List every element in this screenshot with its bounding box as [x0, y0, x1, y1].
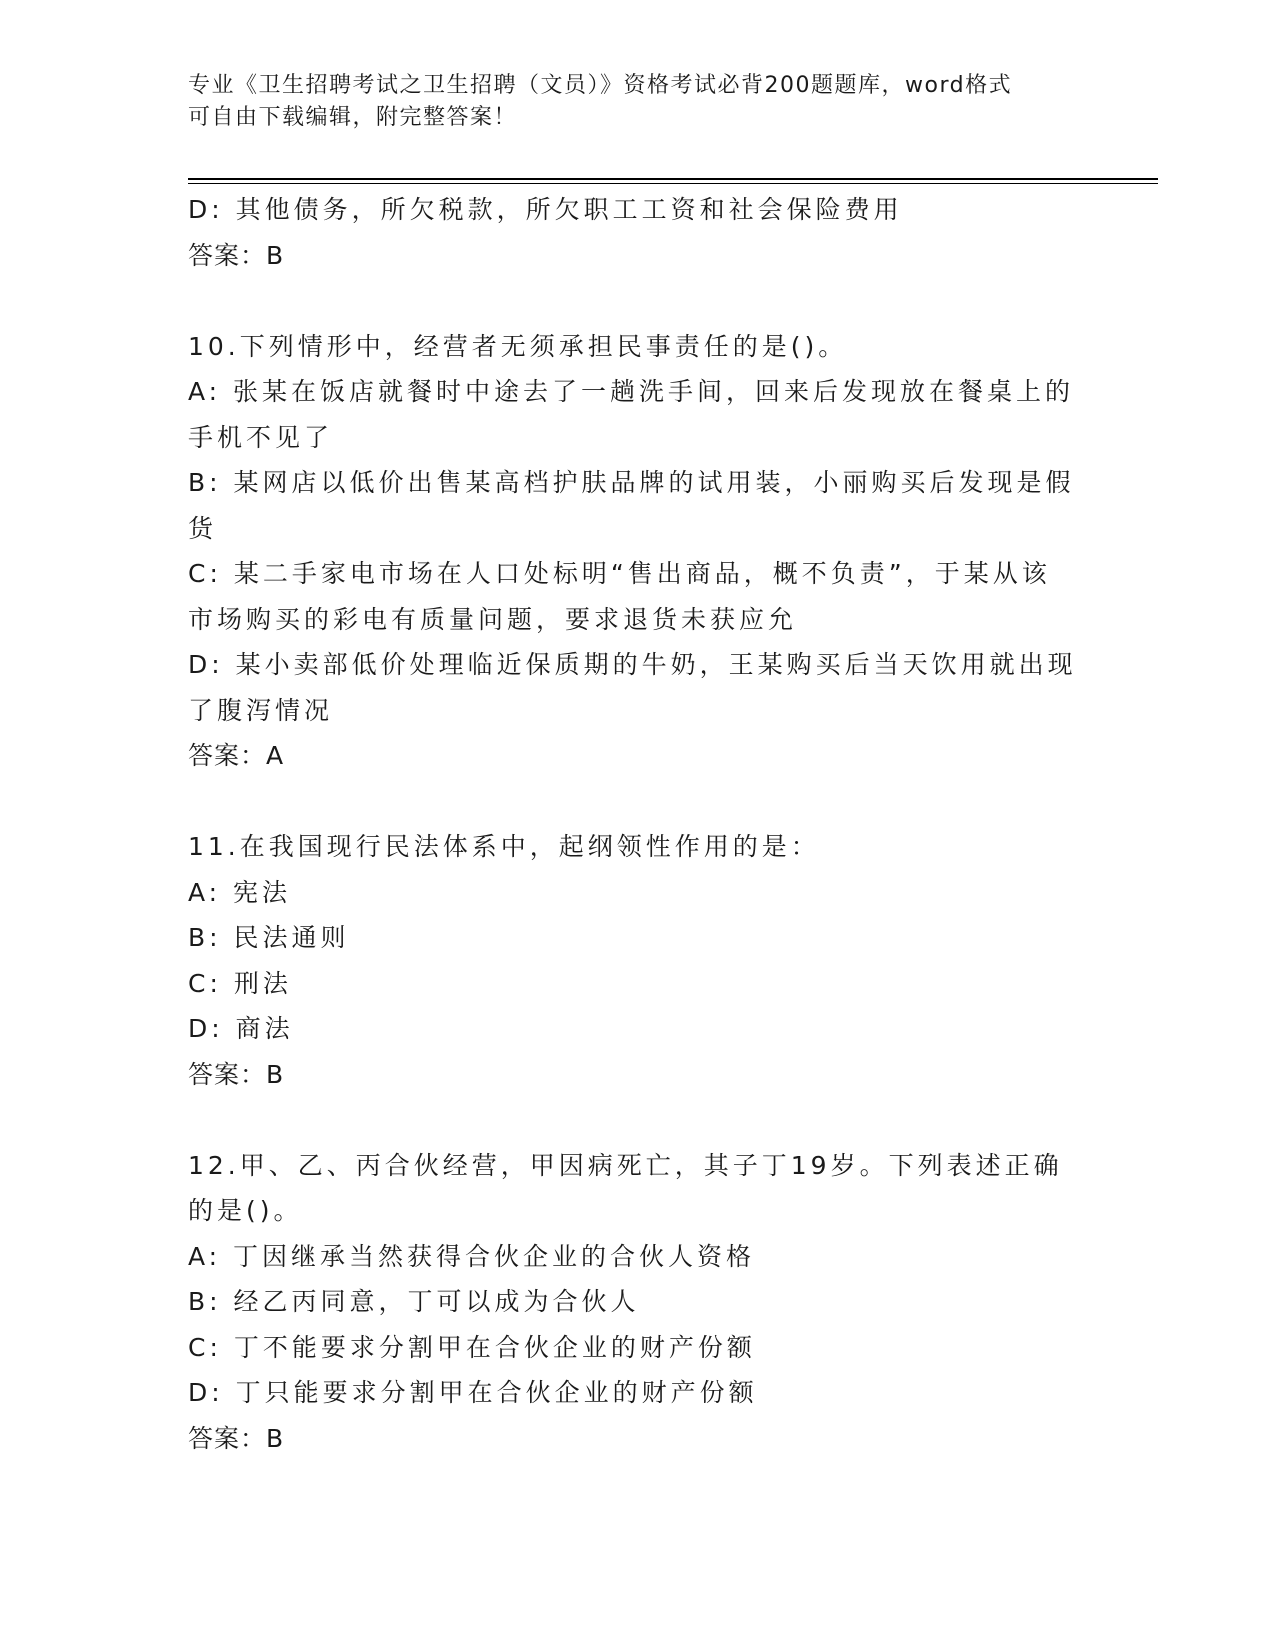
question-stem-continued: 的是()。 [188, 1196, 303, 1225]
option-a: A: 宪法 [188, 877, 292, 907]
option-d: D: 丁只能要求分割甲在合伙企业的财产份额 [188, 1378, 758, 1407]
option-c: C: 某二手家电市场在人口处标明“售出商品，概不负责”，于某从该 [188, 559, 1051, 588]
header-rule-thin [188, 183, 1158, 184]
option-a: A: 张某在饭店就餐时中途去了一趟洗手间，回来后发现放在餐桌上的 [188, 377, 1075, 406]
question-spacer [188, 1097, 1088, 1143]
option-a-continued: 手机不见了 [188, 422, 334, 452]
option-c: C: 丁不能要求分割甲在合伙企业的财产份额 [188, 1332, 756, 1362]
answer: 答案：B [188, 1059, 285, 1089]
question-11 [188, 824, 1088, 1097]
option-d: D: 某小卖部低价处理临近保质期的牛奶，王某购买后当天饮用就出现 [188, 650, 1077, 679]
question-list [188, 187, 1088, 1461]
header-line-1: 专业《卫生招聘考试之卫生招聘（文员）》资格考试必背200题题库，word格式 [188, 73, 1013, 98]
question-12 [188, 1143, 1088, 1462]
header-line-2: 可自由下载编辑，附完整答案！ [188, 105, 518, 130]
prev-option-d: D: 其他债务，所欠税款，所欠职工工资和社会保险费用 [188, 195, 903, 224]
question-stem: 10.下列情形中，经营者无须承担民事责任的是()。 [188, 331, 848, 361]
option-c-continued: 市场购买的彩电有质量问题，要求退货未获应允 [188, 604, 798, 634]
answer: 答案：B [188, 1423, 285, 1453]
option-b: B: 某网店以低价出售某高档护肤品牌的试用装，小丽购买后发现是假 [188, 468, 1075, 497]
question-spacer [188, 779, 1088, 825]
header-rule-thick [188, 178, 1158, 180]
question-spacer [188, 278, 1088, 324]
option-d-continued: 了腹泻情况 [188, 695, 334, 725]
option-b-continued: 货 [188, 513, 218, 543]
prev-answer: 答案：B [188, 240, 285, 270]
question-stem: 11.在我国现行民法体系中，起纲领性作用的是： [188, 832, 820, 861]
question-stem: 12.甲、乙、丙合伙经营，甲因病死亡，其子丁19岁。下列表述正确 [188, 1150, 1063, 1180]
answer: 答案：A [188, 741, 285, 770]
option-d: D: 商法 [188, 1014, 294, 1043]
question-10 [188, 324, 1088, 779]
option-c: C: 刑法 [188, 968, 292, 998]
option-b: B: 经乙丙同意，丁可以成为合伙人 [188, 1287, 640, 1316]
document-header [188, 70, 1068, 134]
option-a: A: 丁因继承当然获得合伙企业的合伙人资格 [188, 1241, 756, 1271]
option-b: B: 民法通则 [188, 923, 350, 952]
